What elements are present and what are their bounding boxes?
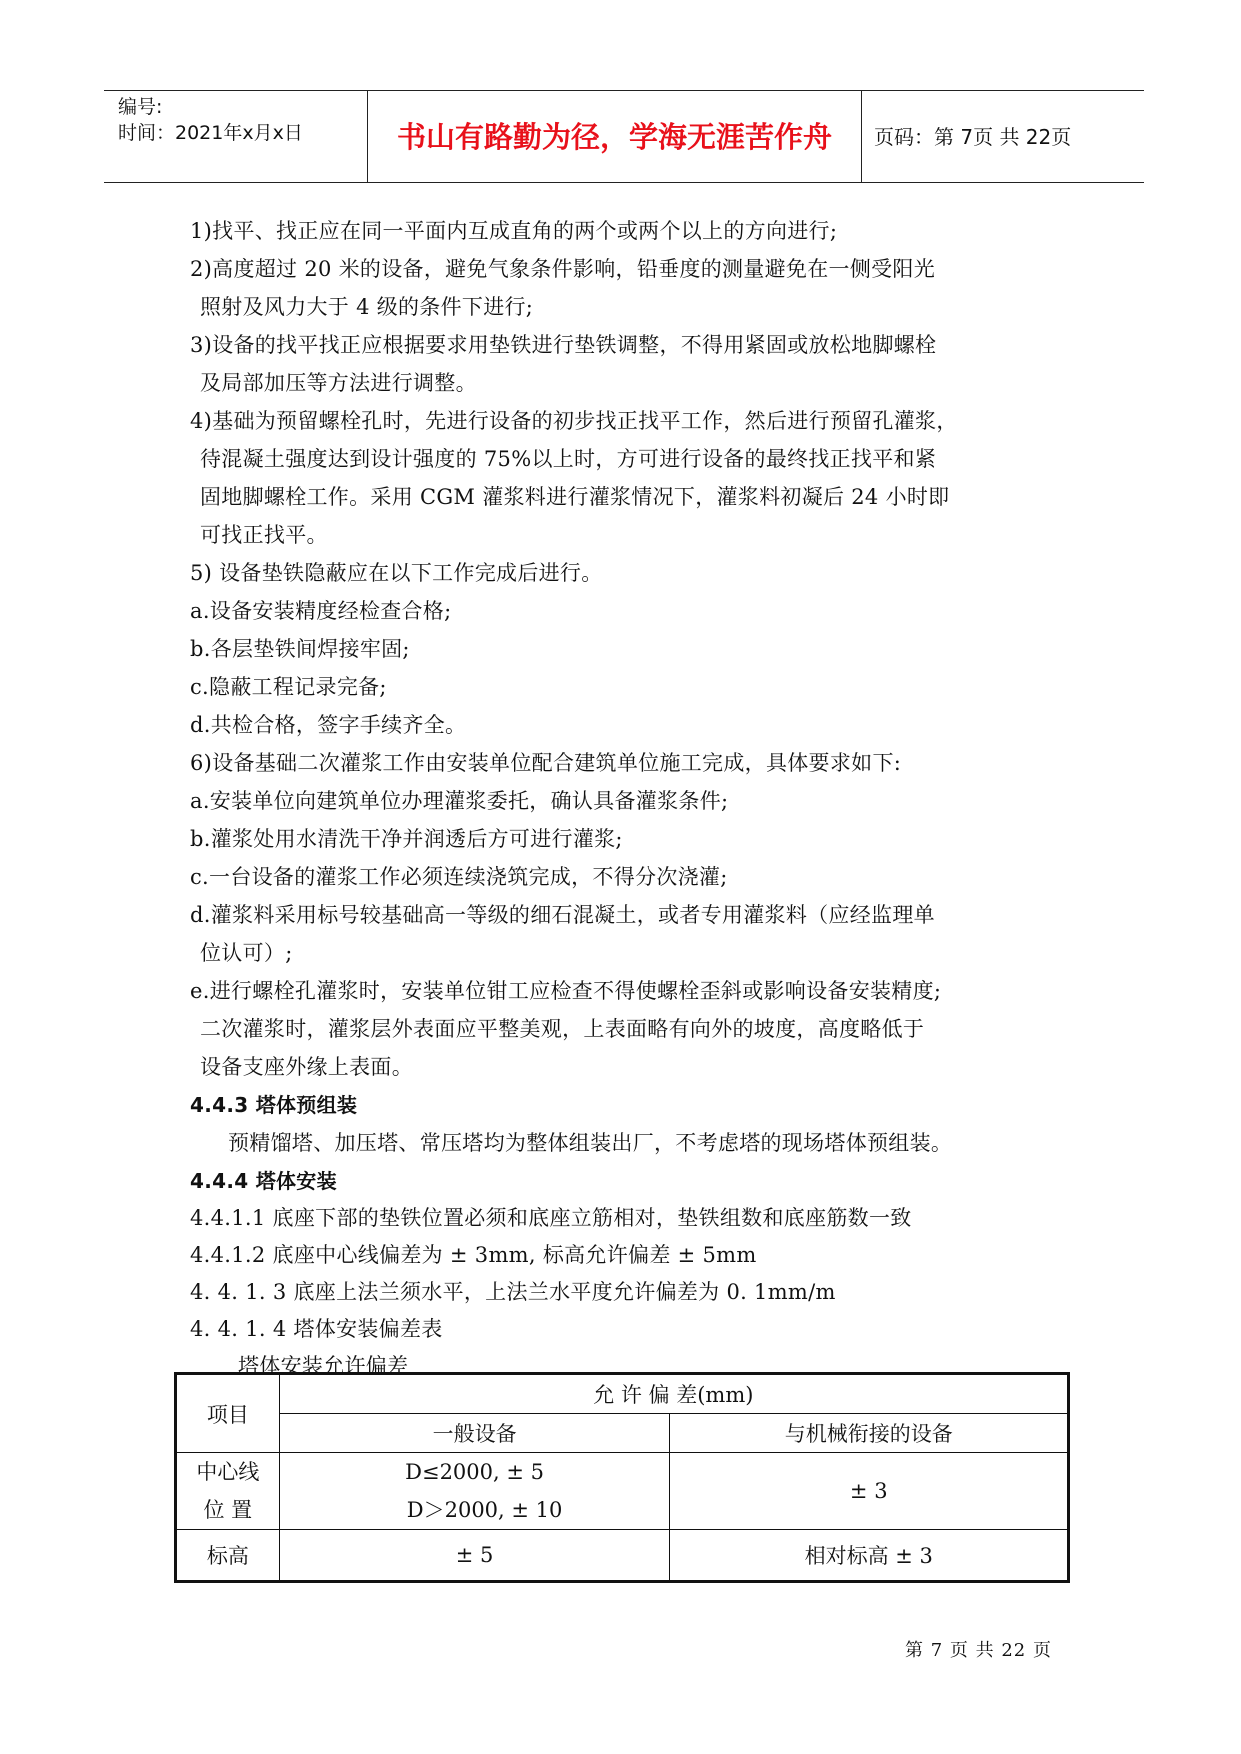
table-cell-text: D≤2000, ± 5 xyxy=(405,1460,544,1484)
body-line: 3)设备的找平找正应根据要求用垫铁进行垫铁调整，不得用紧固或放松地脚螺栓 xyxy=(190,333,937,357)
section-444-item: 4.4.1.2 底座中心线偏差为 ± 3mm, 标高允许偏差 ± 5mm xyxy=(190,1243,757,1267)
section-443-text: 预精馏塔、加压塔、常压塔均为整体组装出厂，不考虑塔的现场塔体预组装。 xyxy=(228,1131,953,1155)
body-line: 固地脚螺栓工作。采用 CGM 灌浆料进行灌浆情况下，灌浆料初凝后 24 小时即 xyxy=(200,485,950,509)
body-line: b.灌浆处用水清洗干净并润透后方可进行灌浆; xyxy=(190,827,623,851)
table-header-row xyxy=(176,1374,1069,1414)
body-line: 1)找平、找正应在同一平面内互成直角的两个或两个以上的方向进行; xyxy=(190,219,838,243)
table-row xyxy=(176,1530,1069,1582)
page-header xyxy=(104,90,1144,183)
page-footer: 第 7 页 共 22 页 xyxy=(905,1640,1052,1661)
section-heading-443: 4.4.3 塔体预组装 xyxy=(190,1093,358,1117)
body-line: 照射及风力大于 4 级的条件下进行; xyxy=(200,295,534,319)
body-line: 2)高度超过 20 米的设备，避免气象条件影响，铅垂度的测量避免在一侧受阳光 xyxy=(190,257,936,281)
table-header-item: 项目 xyxy=(176,1374,280,1453)
document-time: 时间：2021年x月x日 xyxy=(118,122,303,144)
body-line: d.共检合格，签字手续齐全。 xyxy=(190,713,467,737)
table-cell-machine: 相对标高 ± 3 xyxy=(670,1530,1069,1582)
section-444-item: 4. 4. 1. 4 塔体安装偏差表 xyxy=(190,1317,443,1341)
table-cell-text: D＞2000, ± 10 xyxy=(406,1498,563,1522)
body-line: d.灌浆料采用标号较基础高一等级的细石混凝土，或者专用灌浆料（应经监理单 xyxy=(190,903,935,927)
body-line: 二次灌浆时，灌浆层外表面应平整美观，上表面略有向外的坡度，高度略低于 xyxy=(200,1017,925,1041)
table-cell-general xyxy=(279,1453,670,1530)
body-line: 待混凝土强度达到设计强度的 75%以上时，方可进行设备的最终找正找平和紧 xyxy=(200,447,937,471)
table-header-machine: 与机械衔接的设备 xyxy=(670,1414,1069,1453)
document-number-label: 编号: xyxy=(118,96,163,118)
table-caption: 塔体安装允许偏差 xyxy=(238,1354,409,1378)
table-row xyxy=(176,1453,1069,1530)
header-meta xyxy=(104,91,368,182)
section-heading-444: 4.4.4 塔体安装 xyxy=(190,1169,337,1193)
table-cell-text: 中心线 xyxy=(196,1460,260,1484)
table-cell-item: 标高 xyxy=(176,1530,280,1582)
body-line: 位认可）; xyxy=(200,941,293,965)
table-cell-machine: ± 3 xyxy=(670,1453,1069,1530)
table-cell-general: ± 5 xyxy=(279,1530,670,1582)
body-line: 及局部加压等方法进行调整。 xyxy=(200,371,477,395)
body-line: 设备支座外缘上表面。 xyxy=(200,1055,413,1079)
table-cell-item xyxy=(176,1453,280,1530)
header-motto: 书山有路勤为径，学海无涯苦作舟 xyxy=(368,91,862,182)
body-line: a.设备安装精度经检查合格; xyxy=(190,599,452,623)
header-page-code: 页码：第 7页 共 22页 xyxy=(874,125,1072,149)
deviation-table xyxy=(174,1372,1070,1583)
table-subheader-row xyxy=(176,1414,1069,1453)
body-line: c.隐蔽工程记录完备; xyxy=(190,675,387,699)
body-line: b.各层垫铁间焊接牢固; xyxy=(190,637,410,661)
table-cell-text: 位 置 xyxy=(203,1498,253,1522)
body-line: 4)基础为预留螺栓孔时，先进行设备的初步找正找平工作，然后进行预留孔灌浆， xyxy=(190,409,958,433)
body-line: c.一台设备的灌浆工作必须连续浇筑完成，不得分次浇灌; xyxy=(190,865,728,889)
document-body xyxy=(190,212,1060,1385)
body-line: 6)设备基础二次灌浆工作由安装单位配合建筑单位施工完成，具体要求如下: xyxy=(190,751,902,775)
body-line: a.安装单位向建筑单位办理灌浆委托，确认具备灌浆条件; xyxy=(190,789,729,813)
table-header-general: 一般设备 xyxy=(279,1414,670,1453)
body-line: 5) 设备垫铁隐蔽应在以下工作完成后进行。 xyxy=(190,561,603,585)
body-line: e.进行螺栓孔灌浆时，安装单位钳工应检查不得使螺栓歪斜或影响设备安装精度; xyxy=(190,979,942,1003)
body-line: 可找正找平。 xyxy=(200,523,328,547)
section-444-item: 4. 4. 1. 3 底座上法兰须水平，上法兰水平度允许偏差为 0. 1mm/m xyxy=(190,1280,836,1304)
section-444-item: 4.4.1.1 底座下部的垫铁位置必须和底座立筋相对，垫铁组数和底座筋数一致 xyxy=(190,1206,912,1230)
table-header-group: 允 许 偏 差(mm) xyxy=(279,1374,1068,1414)
